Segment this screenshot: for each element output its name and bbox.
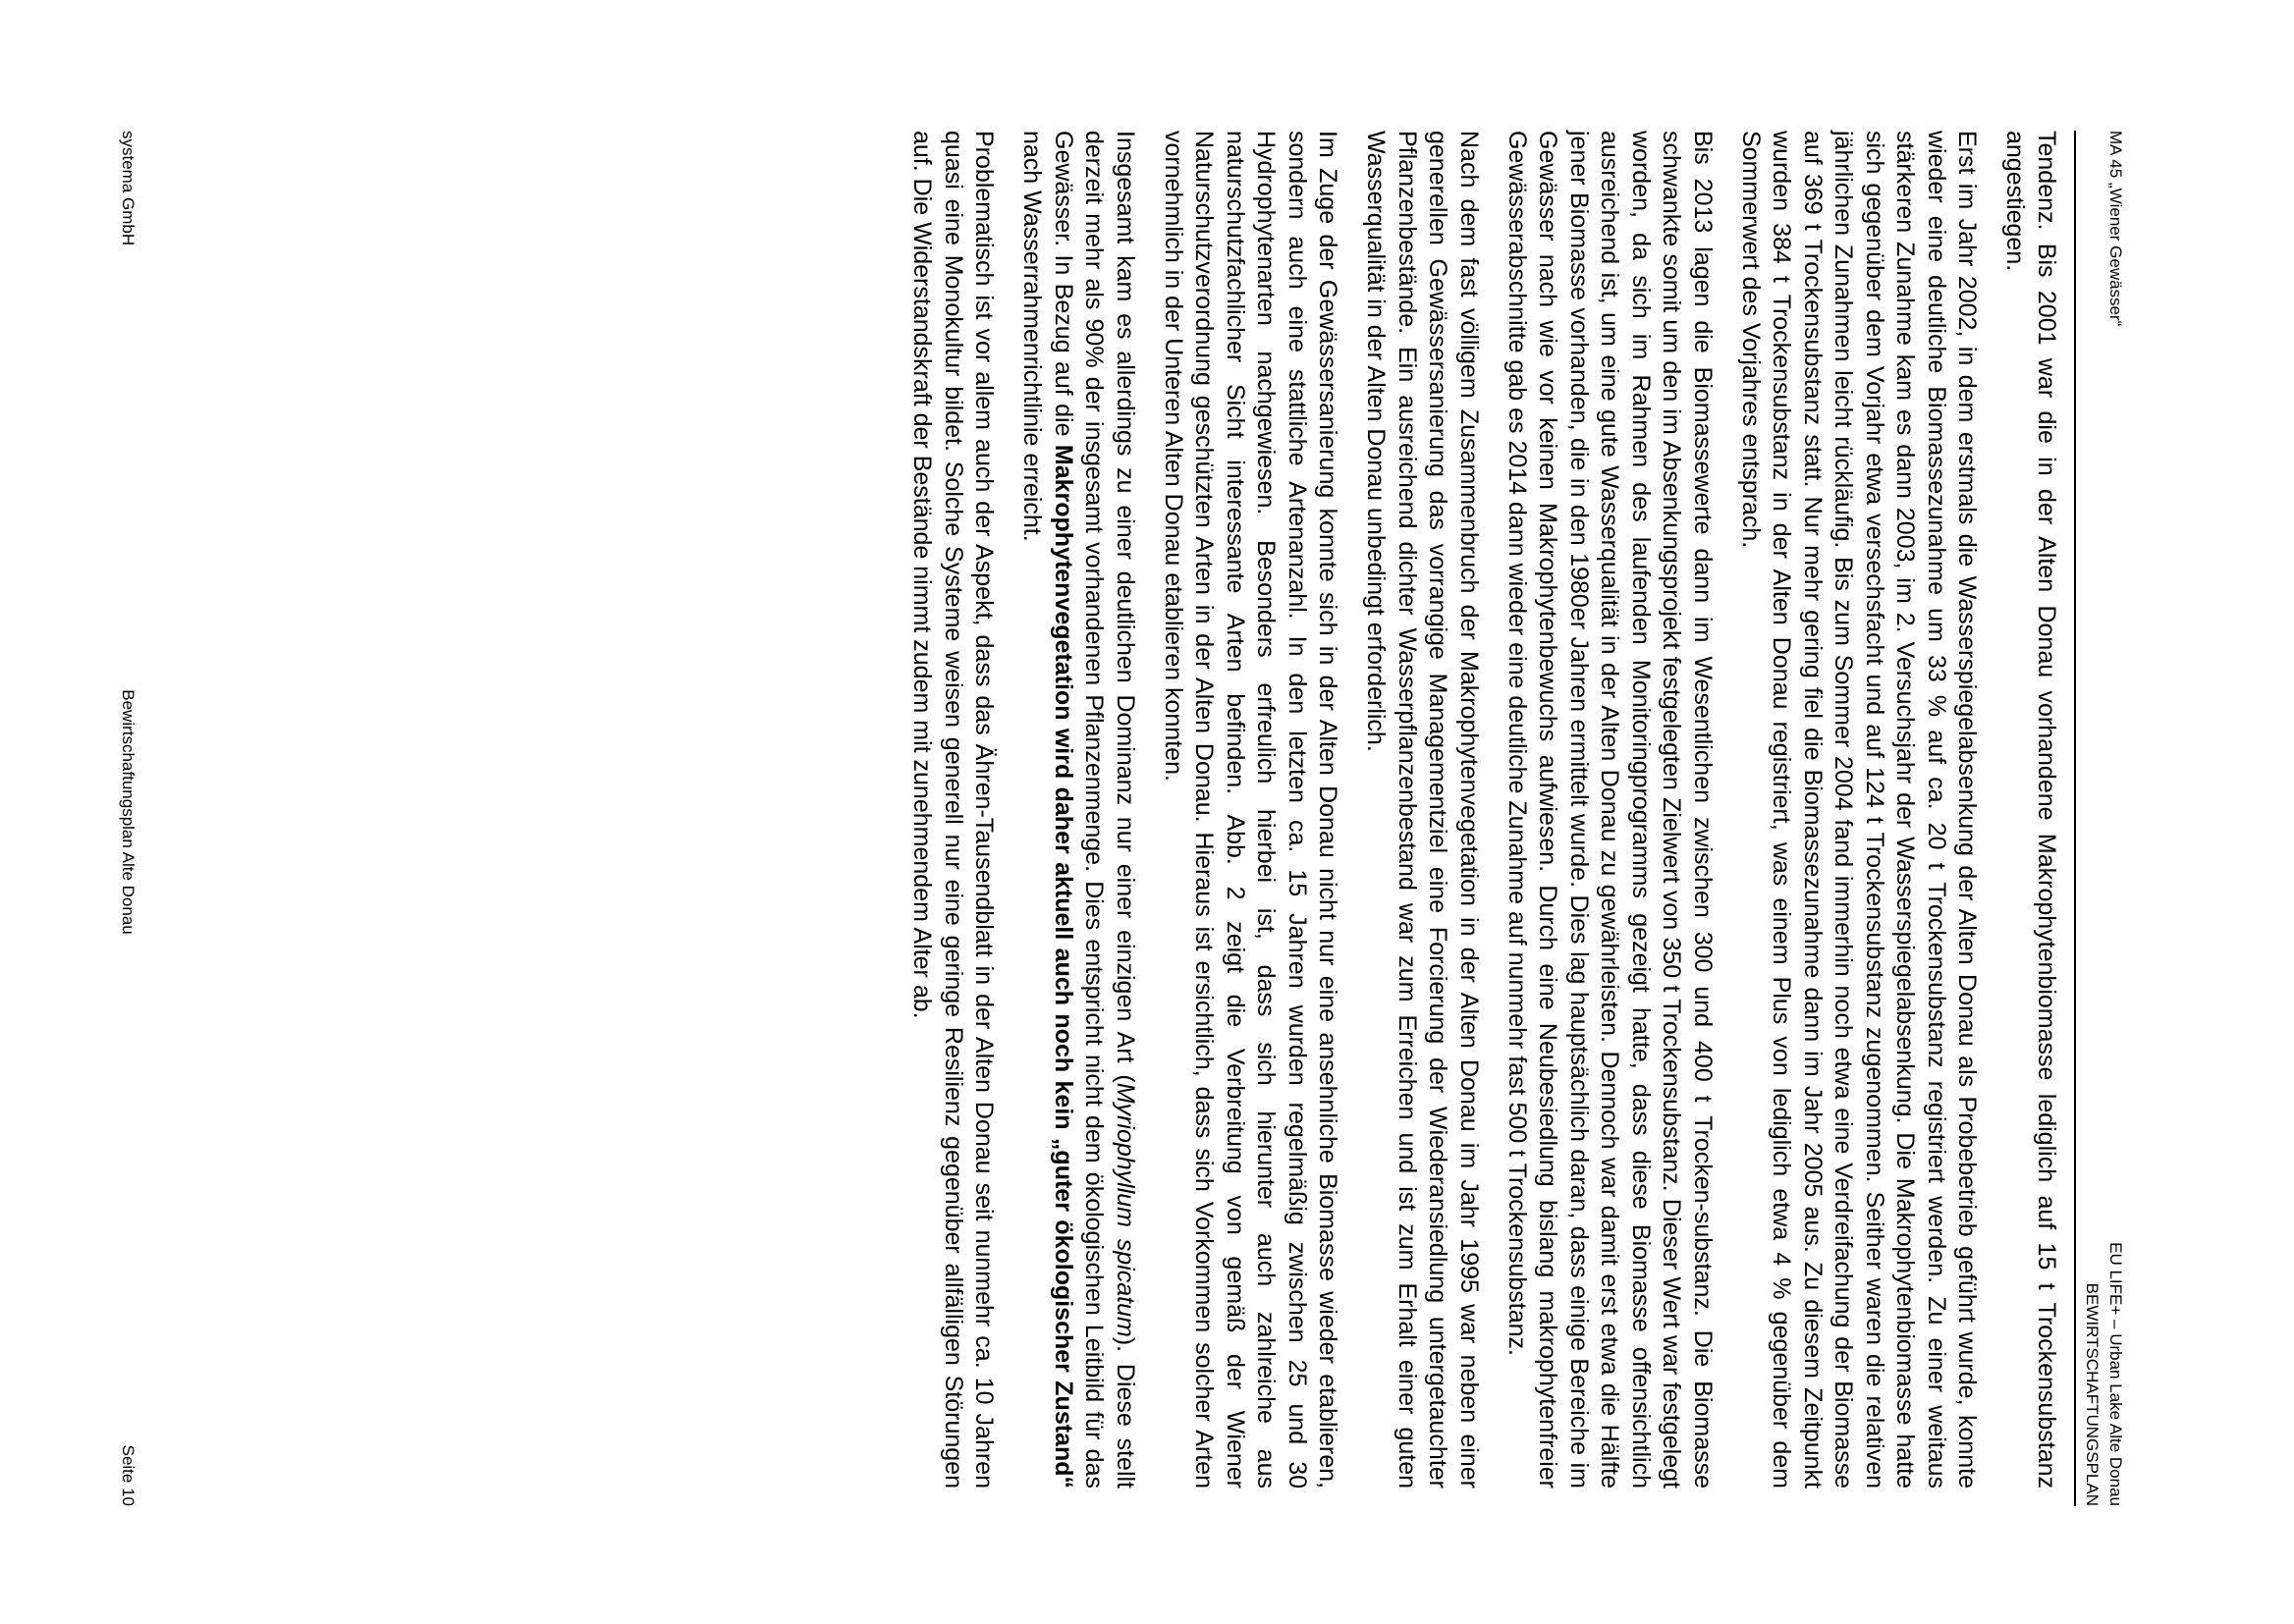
paragraph-text: nach Wasserrahmenrichtlinie erreicht. bbox=[1018, 131, 1047, 542]
paragraph: Im Zuge der Gewässersanierung konnte sich in der Alten Donau nicht nur eine ansehnliche Biomasse wieder etablieren, sondern auch eine stattliche Artenanzahl. In den letzten ca. 15 Jahren wurden regelmäßig zwischen 25 und 30 Hydrophytenarten nachgewiesen. Besonders erfreulich hierbei ist, dass sich hierunter auch zahlreiche aus naturschutzfachlicher Sicht interessante Arten befinden. Abb. 2 zeigt die Verbreitung von gemäß der Wiener Naturschutzverordnung geschützten Arten in der Alten Donau. Hieraus ist ersichtlich, dass sich Vorkommen solcher Arten vornehmlich in der Unteren Alten Donau etablieren konnten. bbox=[1160, 131, 1342, 1489]
paragraph: Problematisch ist vor allem auch der Aspekt, dass das Ähren-Tausendblatt in der Alten Donau seit nunmehr ca. 10 Jahren quasi eine Monokultur bildet. Solche Systeme weisen generell nur eine geringe Resilienz gegenüber allfälligen Störungen auf. Die Widerstandskraft der Bestände nimmt zudem mit zunehmendem Alter ab. bbox=[908, 131, 999, 1489]
header-divider bbox=[2074, 131, 2076, 1506]
paragraph: Nach dem fast völligem Zusammenbruch der Makrophytenvegetation in der Alten Donau im Jahr 1995 war neben einer generellen Gewässersanierung das vorrangige Managementziel eine Forcierung der Wiederansiedlung untergetauchter Pflanzenbestände. Ein ausreichend dichter Wasserpflanzenbestand war zum Erreichen und ist zum Erhalt einer guten Wasserqualität in der Alten Donau unbedingt erforderlich. bbox=[1362, 131, 1483, 1489]
paragraph bbox=[1016, 131, 1140, 1489]
paragraph-text: ). Diese stellt derzeit mehr als 90% der insgesamt vorhandenen Pflanzenmenge. Dies entspricht nicht dem ökologischen Leitbild für das Gewässer. In Bezug auf die bbox=[1050, 131, 1139, 1489]
paragraph: Tendenz. Bis 2001 war die in der Alten Donau vorhandene Makrophytenbiomasse lediglich auf 15 t Trockensubstanz angestiegen. bbox=[2001, 131, 2060, 1489]
footer-document-title: Bewirtschaftungsplan Alte Donau bbox=[119, 689, 137, 935]
document-body bbox=[890, 131, 2062, 1489]
paragraph-text: Insgesamt kam es allerdings zu einer deutlichen Dominanz nur einer einzigen Art ( bbox=[1112, 131, 1139, 1083]
species-name: Myriophyllum spicatum bbox=[1112, 1082, 1139, 1337]
emphasis-text: Makrophytenvegetation wird daher aktuell auch noch kein „guter ökologischer Zustand“ bbox=[1050, 444, 1077, 1489]
paragraph: Bis 2013 lagen die Biomassewerte dann im Wesentlichen zwischen 300 und 400 t Trocken-substanz. Die Biomasse schwankte somit um den im Absenkungsprojekt festgelegten Zielwert von 350 t Trockensubstanz. Dieser Wert war festgelegt worden, da sich im Rahmen des laufenden Monitoringprogramms gezeigt hatte, dass diese Biomasse offensichtlich ausreichend ist, um eine gute Wasserqualität in der Alten Donau zu gewährleisten. Dennoch war damit erst etwa die Hälfte jener Biomasse vorhanden, die in den 1980er Jahren ermittelt wurde. Dies lag hauptsächlich daran, dass einige Bereiche im Gewässer nach wie vor keinen Makrophytenbewuchs aufwiesen. Durch eine Neubesiedlung bislang makrophytenfreier Gewässerabschnitte gab es 2014 dann wieder eine deutliche Zunahme auf nunmehr fast 500 t Trockensubstanz. bbox=[1503, 131, 1717, 1489]
footer-company: systema GmbH bbox=[119, 131, 137, 246]
header-left: MA 45 „Wiener Gewässer“ bbox=[2106, 131, 2125, 327]
footer-page-number: Seite 10 bbox=[119, 1444, 137, 1506]
header-project-title: EU LIFE+ – Urban Lake Alte Donau bbox=[2106, 1242, 2125, 1506]
header-document-type: BEWIRTSCHAFTUNGSPLAN bbox=[2083, 1282, 2102, 1506]
paragraph: Erst im Jahr 2002, in dem erstmals die Wasserspiegelabsenkung der Alten Donau als Probebetrieb geführt wurde, konnte wieder eine deutliche Biomassezunahme um 33 % auf ca. 20 t Trockensubstanz registriert werden. Zu einer weitaus stärkeren Zunahme kam es dann 2003, im 2. Versuchsjahr der Wasserspiegelabsenkung. Die Makrophytenbiomasse hatte sich gegenüber dem Vorjahr etwa versechsfacht und auf 124 t Trockensubstanz zugenommen. Seither waren die relativen jährlichen Zunahmen leicht rückläufig. Bis zum Sommer 2004 fand immerhin noch etwa eine Verdreifachung der Biomasse auf 369 t Trockensubstanz statt. Nur mehr gering fiel die Biomassezunahme dann im Jahr 2005 aus. Zu diesem Zeitpunkt wurden 384 t Trockensubstanz in der Alten Donau registriert, was einem Plus von lediglich etwa 4 % gegenüber dem Sommerwert des Vorjahres entsprach. bbox=[1737, 131, 1982, 1489]
header-right bbox=[2080, 1242, 2127, 1506]
